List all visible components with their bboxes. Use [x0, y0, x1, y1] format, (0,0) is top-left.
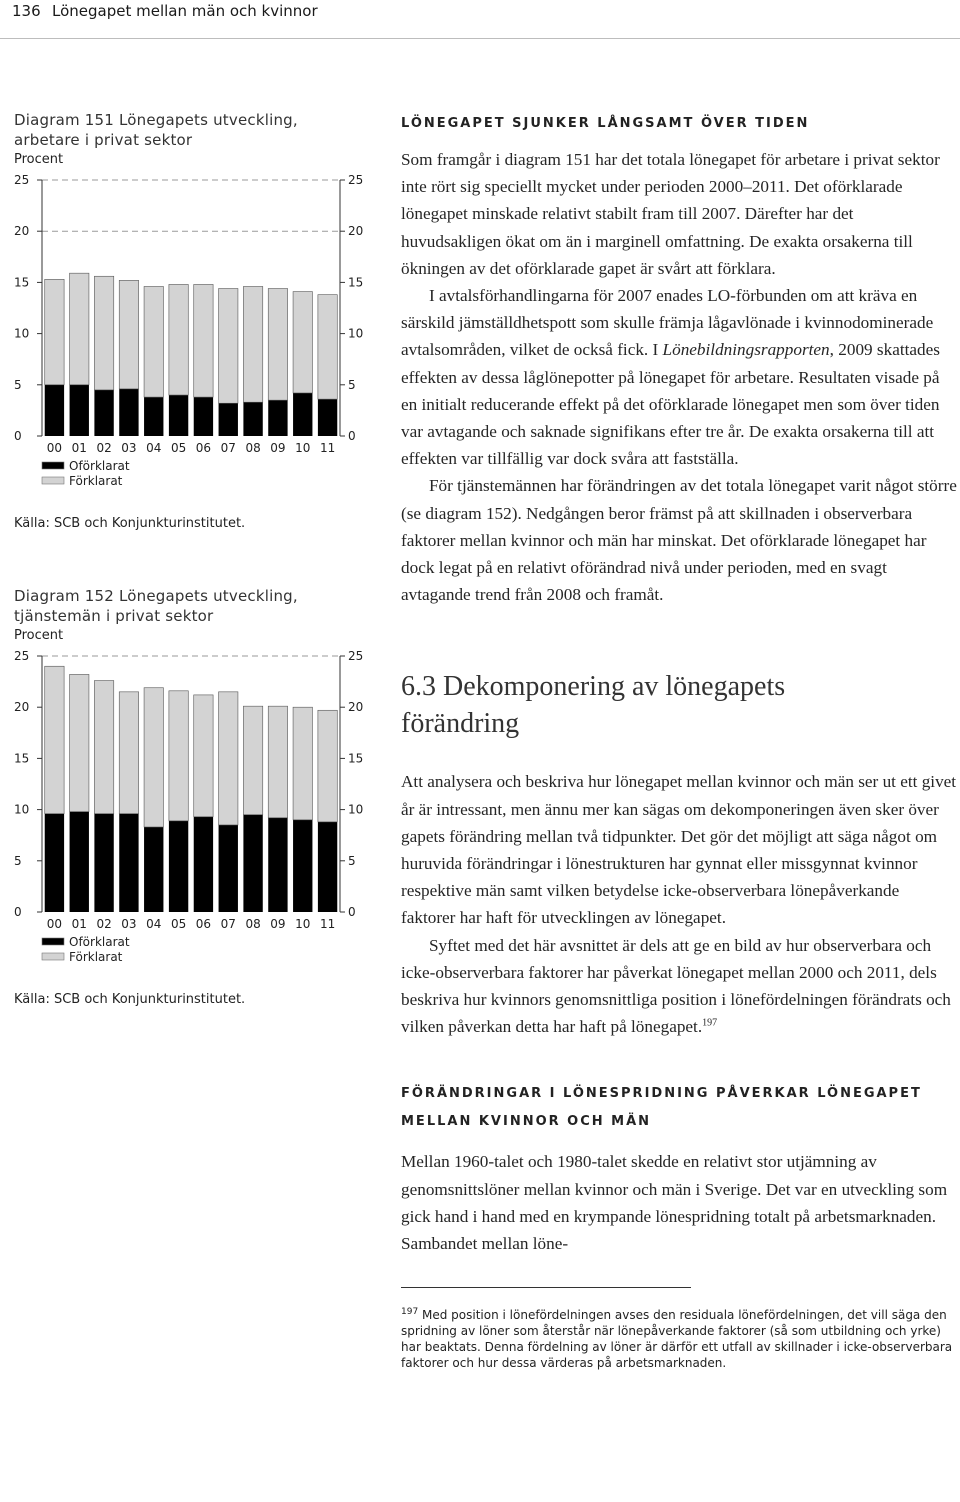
y-tick-label-left: 10 — [14, 802, 30, 817]
y-tick-label-left: 5 — [14, 377, 22, 392]
bar-oforklarat — [169, 395, 188, 436]
x-tick-label: 05 — [170, 441, 187, 455]
y-tick-label-left: 15 — [14, 751, 30, 766]
section-heading-line2: MELLAN KVINNOR OCH MÄN — [401, 1114, 652, 1130]
text-run: I avtalsförhandlingarna för 2007 enades LO-förbunden om att kräva en särskild jämställdhetspott som skulle främja lågavlönade i kvinnodominerade avtalsområden, vilket de också fick. I — [401, 286, 934, 360]
x-tick-label: 05 — [170, 917, 187, 931]
chart-source: Källa: SCB och Konjunkturinstitutet. — [14, 516, 246, 531]
x-tick-label: 11 — [319, 441, 336, 455]
y-tick-label-right: 10 — [348, 326, 364, 341]
bar-oforklarat — [70, 812, 89, 912]
paragraph: Mellan 1960-talet och 1980-talet skedde en relativt stor utjämning av genomsnittslöner mellan kvinnor och män i Sverige. Det var en utveckling som gick hand i hand med en krympande lönespridning totalt på arbetsmarknaden. Sambandet mellan löne- — [401, 1152, 948, 1254]
x-tick-label: 10 — [295, 917, 311, 931]
bar-forklarat — [144, 688, 163, 827]
y-tick-label-right: 20 — [348, 700, 364, 715]
x-tick-label: 08 — [245, 441, 261, 455]
y-tick-label-right: 10 — [348, 802, 364, 817]
x-tick-label: 00 — [46, 441, 63, 455]
paragraph: Att analysera och beskriva hur lönegapet mellan kvinnor och män ser ut ett givet år är intressant, men ännu mer kan sägas om dekomponeringen även sker över gapets förändring mellan två tidpunkter. Det gör det möjligt att säga något om huruvida förändringar i lönestrukturen har gynnat eller missgynnat kvinnor respektive män samt vilken betydelse icke-observerbara lönepåverkande faktorer har haft för utvecklingen av lönegapet. — [401, 772, 957, 928]
bar-oforklarat — [268, 818, 287, 912]
bar-forklarat — [45, 279, 64, 384]
y-tick-label-right: 0 — [348, 905, 356, 919]
bar-oforklarat — [318, 822, 337, 912]
bar-oforklarat — [45, 385, 64, 436]
x-tick-label: 06 — [195, 441, 212, 455]
bar-forklarat — [293, 707, 312, 820]
text-run: , 2009 skattades effekten av dessa låglönepotter på lönegapet för arbetare. Resultaten visade på en initialt reducerande effekt på det oförklarade lönegapet men som över tiden var avtagande och saknade signifikans efter tre år. De exakta orsakerna till att effekten var tillfällig var dock svåra att fastställa. — [401, 340, 940, 469]
legend-label: Förklarat — [69, 474, 123, 488]
chart-151-svg — [14, 170, 374, 516]
x-tick-label: 07 — [220, 917, 236, 931]
bar-forklarat — [243, 706, 262, 815]
bar-oforklarat — [144, 397, 163, 436]
bar-oforklarat — [45, 814, 64, 912]
chart-title-line2: tjänstemän i privat sektor — [14, 607, 214, 625]
bar-oforklarat — [94, 814, 113, 912]
bar-forklarat — [268, 706, 287, 818]
y-tick-label-left: 15 — [14, 275, 30, 290]
legend-label: Förklarat — [69, 950, 123, 964]
bar-forklarat — [169, 284, 188, 395]
footnote-ref: 197 — [702, 1017, 718, 1029]
section-title-line2: förändring — [401, 708, 520, 740]
legend-label: Oförklarat — [69, 935, 130, 949]
y-tick-label-right: 5 — [348, 853, 356, 868]
bar-oforklarat — [144, 827, 163, 912]
chart-152-svg — [14, 646, 374, 992]
bar-forklarat — [119, 692, 138, 814]
x-tick-label: 03 — [121, 441, 137, 455]
bar-oforklarat — [169, 821, 188, 912]
bar-forklarat — [219, 289, 238, 404]
chart-source: Källa: SCB och Konjunkturinstitutet. — [14, 992, 246, 1007]
y-tick-label-left: 20 — [14, 700, 30, 715]
x-tick-label: 09 — [270, 441, 286, 455]
x-tick-label: 11 — [319, 917, 336, 931]
bar-forklarat — [169, 691, 188, 821]
y-tick-label-right: 5 — [348, 377, 356, 392]
page-number: 136 — [12, 2, 41, 20]
footnote — [401, 1304, 957, 1371]
bar-oforklarat — [219, 403, 238, 436]
y-tick-label-right: 15 — [348, 751, 364, 766]
y-tick-label-left: 25 — [14, 649, 30, 663]
bar-forklarat — [318, 710, 337, 822]
y-tick-label-left: 20 — [14, 224, 30, 239]
paragraph — [401, 282, 957, 472]
bar-forklarat — [94, 681, 113, 814]
legend-swatch — [42, 477, 64, 484]
legend-swatch — [42, 953, 64, 960]
x-tick-label: 04 — [146, 441, 162, 455]
y-tick-label-left: 0 — [14, 905, 22, 919]
paragraph: För tjänstemännen har förändringen av det totala lönegapet varit något större (se diagram 152). Nedgången beror främst på att skillnaden i observerbara faktorer mellan kvinnor och män har minskat. Det oförklarade lönegapet har dock legat på en relativt oförändrad nivå under perioden, med en svagt avtagande trend från 2008 och framåt. — [401, 476, 957, 605]
y-tick-label-right: 25 — [348, 173, 364, 187]
bar-oforklarat — [70, 385, 89, 436]
bar-oforklarat — [94, 390, 113, 436]
section-heading: LÖNEGAPET SJUNKER LÅNGSAMT ÖVER TIDEN — [401, 116, 810, 131]
bar-oforklarat — [318, 399, 337, 436]
bar-forklarat — [293, 292, 312, 393]
bar-oforklarat — [119, 389, 138, 436]
y-tick-label-left: 25 — [14, 173, 30, 187]
legend-swatch — [42, 938, 64, 945]
page-header — [12, 2, 318, 20]
bar-forklarat — [70, 273, 89, 385]
main-text-column — [401, 110, 957, 1371]
y-tick-label-right: 25 — [348, 649, 364, 663]
y-tick-label-right: 15 — [348, 275, 364, 290]
bar-oforklarat — [219, 825, 238, 912]
running-title: Lönegapet mellan män och kvinnor — [52, 2, 318, 20]
y-tick-label-left: 5 — [14, 853, 22, 868]
bar-oforklarat — [194, 817, 213, 912]
bar-oforklarat — [293, 393, 312, 436]
x-tick-label: 08 — [245, 917, 261, 931]
bar-oforklarat — [194, 397, 213, 436]
y-tick-label-right: 20 — [348, 224, 364, 239]
text-run: Syftet med det här avsnittet är dels att ge en bild av hur observerbara och icke-observerbara faktorer har påverkat lönegapet mellan 2000 och 2011, dels beskriva hur kvinnors genomsnittliga position i lönefördelningen förändrats och vilken påverkan detta har haft på lönegapet. — [401, 935, 951, 1037]
bar-forklarat — [219, 692, 238, 825]
x-tick-label: 04 — [146, 917, 162, 931]
section-heading-line1: FÖRÄNDRINGAR I LÖNESPRIDNING PÅVERKAR LÖNEGAPET — [401, 1086, 922, 1102]
x-tick-label: 00 — [46, 917, 63, 931]
footnote-text: Med position i lönefördelningen avses den residuala lönefördelningen, det vill säga den spridning av löner som återstår när lönepåverkande faktorer (så som utbildning och yrke) har beaktats. Denna fördelning av löner är därför ett utfall av skillnader i icke-observerbara faktorer och hur dessa värderas på arbetsmarknaden. — [401, 1308, 953, 1371]
chart-title-line1: Diagram 152 Lönegapets utveckling, — [14, 587, 298, 605]
bar-oforklarat — [268, 400, 287, 436]
x-tick-label: 06 — [195, 917, 212, 931]
chart-unit: Procent — [14, 628, 64, 643]
x-tick-label: 09 — [270, 917, 286, 931]
chart-title-line2: arbetare i privat sektor — [14, 131, 193, 149]
chart-unit: Procent — [14, 152, 64, 167]
bar-forklarat — [194, 284, 213, 397]
bar-forklarat — [144, 286, 163, 397]
bar-forklarat — [45, 666, 64, 813]
bar-forklarat — [94, 276, 113, 390]
x-tick-label: 01 — [71, 441, 87, 455]
diagram-151 — [14, 110, 374, 531]
legend-swatch — [42, 462, 64, 469]
bar-forklarat — [268, 289, 287, 401]
bar-forklarat — [70, 674, 89, 811]
bar-forklarat — [119, 280, 138, 389]
x-tick-label: 02 — [96, 917, 112, 931]
paragraph — [401, 932, 957, 1041]
y-tick-label-left: 0 — [14, 429, 22, 443]
bar-oforklarat — [293, 820, 312, 912]
footnote-number: 197 — [401, 1307, 419, 1318]
legend-label: Oförklarat — [69, 459, 130, 473]
bar-forklarat — [243, 286, 262, 402]
bar-oforklarat — [243, 815, 262, 912]
x-tick-label: 07 — [220, 441, 236, 455]
x-tick-label: 10 — [295, 441, 311, 455]
y-tick-label-right: 0 — [348, 429, 356, 443]
section-title-line1: 6.3 Dekomponering av lönegapets — [401, 671, 786, 703]
y-tick-label-left: 10 — [14, 326, 30, 341]
bar-oforklarat — [243, 402, 262, 436]
bar-oforklarat — [119, 814, 138, 912]
bar-forklarat — [318, 295, 337, 399]
bar-forklarat — [194, 695, 213, 817]
italic-title: Lönebildningsrapporten — [662, 340, 830, 360]
chart-title-line1: Diagram 151 Lönegapets utveckling, — [14, 111, 298, 129]
diagram-152 — [14, 586, 374, 1007]
header-rule — [0, 38, 960, 39]
x-tick-label: 02 — [96, 441, 112, 455]
x-tick-label: 03 — [121, 917, 137, 931]
x-tick-label: 01 — [71, 917, 87, 931]
paragraph: Som framgår i diagram 151 har det totala lönegapet för arbetare i privat sektor inte rört sig speciellt mycket under perioden 2000–2011. Det oförklarade lönegapet minskade relativt stabilt fram till 2007. Därefter har det huvudsakligen ökat om än i marginell omfattning. De exakta orsakerna till ökningen av det oförklarade gapet är svårt att förklara. — [401, 150, 940, 278]
